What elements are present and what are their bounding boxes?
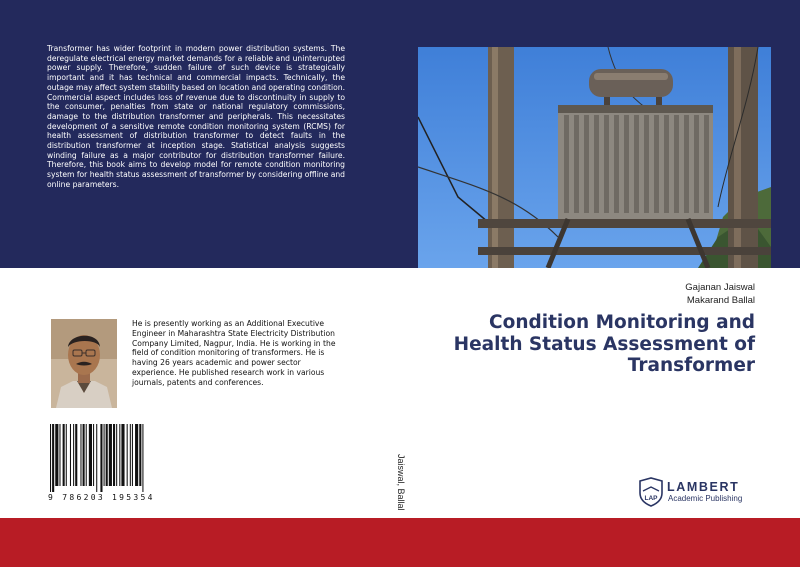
barcode-bar: [55, 424, 58, 486]
author-bio: He is presently working as an Additional Executive Engineer in Maharashtra State Electricity Distribution Company Limited, Nagpur, India. He is working in the field of condition monitoring of transformers. He is having 26 years academic and power sector experience. He published research work in various journals, patents and conferences.: [132, 319, 336, 387]
barcode-bar: [83, 424, 85, 486]
barcode-bar: [59, 424, 60, 486]
author-portrait: [51, 319, 117, 408]
barcode-bar: [50, 424, 51, 492]
author-names: [685, 281, 755, 307]
book-title: Condition Monitoring and Health Status Assessment of Transformer: [453, 312, 755, 376]
cover-photo-transformer: [418, 47, 771, 268]
barcode-bar: [135, 424, 138, 486]
barcode-bar: [96, 424, 97, 492]
barcode-bar: [93, 424, 94, 486]
author-portrait-image: [51, 319, 117, 408]
publisher-logo: [637, 477, 762, 507]
transformer-illustration: [418, 47, 771, 268]
barcode-bar: [139, 424, 141, 486]
bottom-color-band: [0, 518, 800, 567]
barcode-bar: [63, 424, 65, 486]
barcode-bar: [73, 424, 74, 486]
barcode-bar: [127, 424, 128, 486]
author-name: Makarand Ballal: [686, 295, 755, 306]
barcode-bar: [89, 424, 92, 486]
back-cover-blurb: Transformer has wider footprint in modern power distribution systems. The deregulate electrical energy market demands for a reliable and uninterrupted power supply. Therefore, sudden failure of such device is strategically important and it has technical and commercial impacts. Technically, the outage may affect system stability based on location and operating condition. Commercial aspect includes loss of revenue due to discontinuity in supply to the consumer, penalties from state or national regulatory commissions, damage to the distribution transformer and peripherals. This necessitates development of a sensitive remote condition monitoring system (RCMS) for health assessment of distribution transformer to detect faults in the distribution transformer at inception stage. Statistical analysis suggests winding failure as a major contributor for distribution transformer failure. Therefore, this book aims to develop model for remote condition monitoring system for health status assessment of transformer by considering offline and online parameters.: [47, 44, 345, 189]
barcode-bar: [75, 424, 77, 486]
barcode-bar: [113, 424, 115, 486]
lap-emblem-letters: LAP: [644, 495, 658, 502]
barcode-bar: [104, 424, 105, 486]
barcode-bar: [86, 424, 87, 486]
barcode-bar: [70, 424, 71, 486]
publisher-name: LAMBERT: [667, 480, 740, 494]
lap-emblem-icon: [637, 477, 665, 507]
barcode-bar: [142, 424, 143, 492]
barcode-bar: [130, 424, 131, 486]
barcode-bar: [121, 424, 124, 486]
barcode-bar: [132, 424, 133, 486]
isbn-barcode: [48, 424, 176, 502]
publisher-subtitle: Academic Publishing: [668, 494, 743, 503]
barcode-bar: [52, 424, 54, 492]
barcode-bar: [66, 424, 67, 486]
isbn-number: 9 786203 195354: [48, 493, 155, 502]
barcode-bars: [48, 424, 176, 492]
barcode-bar: [100, 424, 102, 492]
spine-text: Jaiswal, Ballal: [396, 454, 406, 511]
barcode-bar: [109, 424, 112, 486]
barcode-bar: [119, 424, 120, 486]
author-name: Gajanan Jaiswal: [685, 282, 755, 293]
barcode-bar: [106, 424, 108, 486]
barcode-bar: [116, 424, 117, 486]
barcode-bar: [80, 424, 81, 486]
